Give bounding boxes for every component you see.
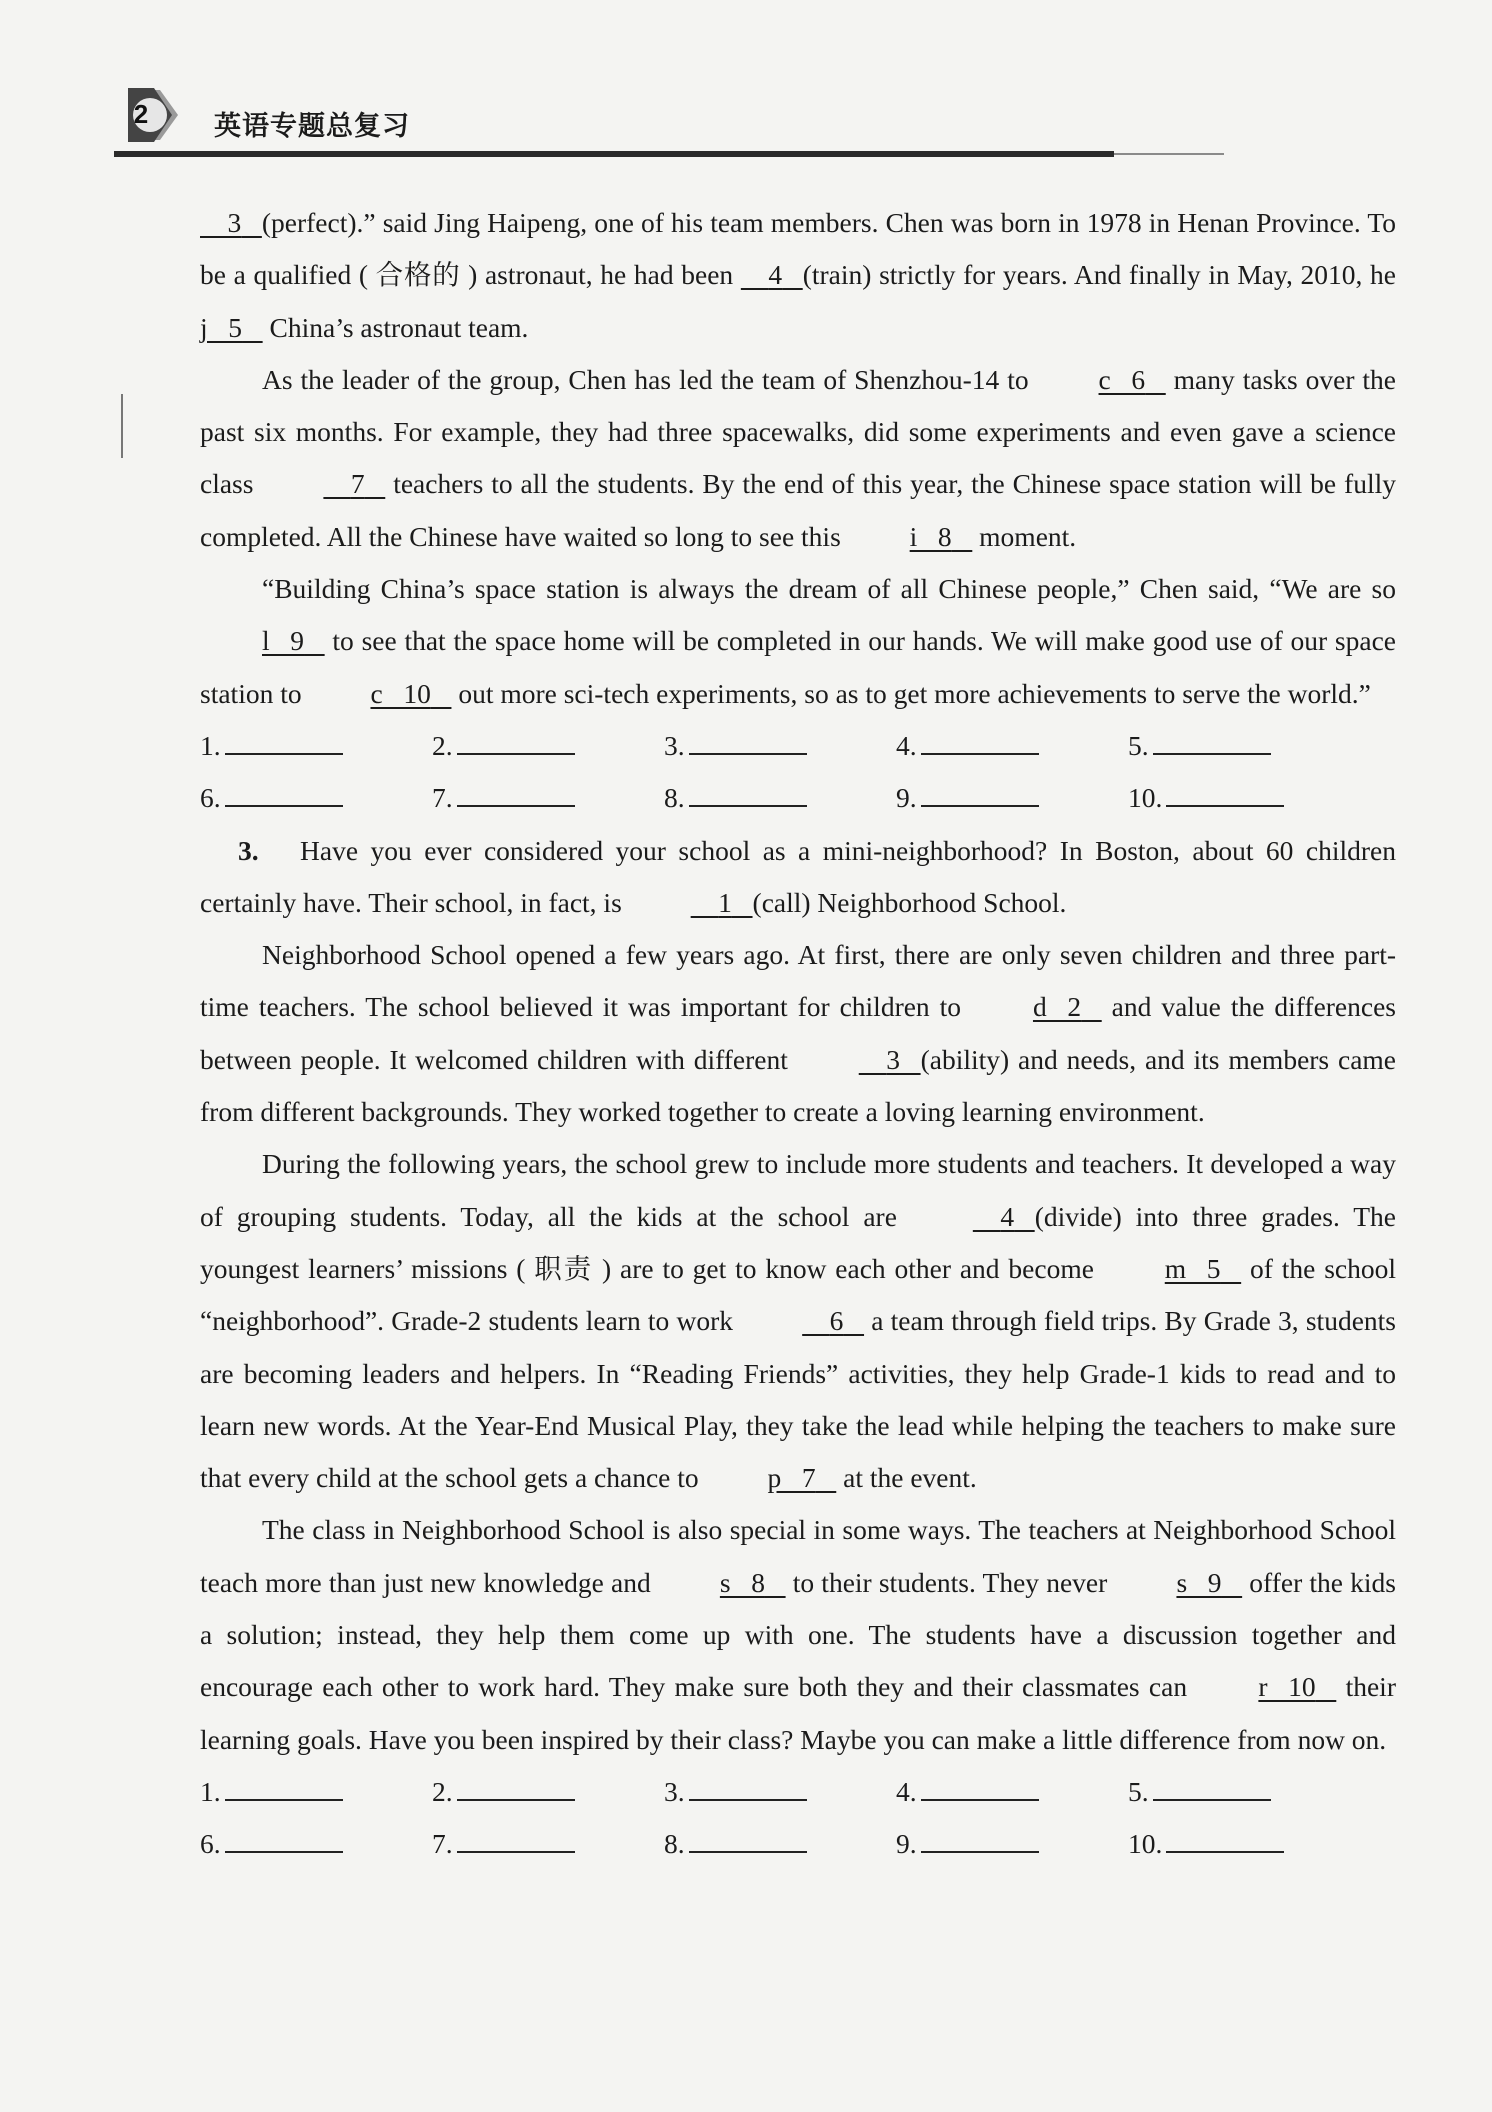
blank-3-6: 6	[829, 1305, 844, 1337]
answer-line[interactable]	[457, 1829, 575, 1853]
answer-line[interactable]	[921, 1829, 1039, 1853]
page-content	[200, 197, 1396, 1871]
blank-3-7: p 7	[767, 1462, 816, 1494]
passage2-paragraph-2: As the leader of the group, Chen has led the team of Shenzhou-14 to c 6 many tasks over the past six months. For example, they had three spacewalks, did some experiments and even gave a science class 7 teachers to all the students. By the end of this year, the Chinese space station will be fully completed. All the Chinese have waited so long to see this i 8 moment.	[200, 354, 1396, 563]
passage2-paragraph-3: “Building China’s space station is always the dream of all Chinese people,” Chen said, “We are so l 9 to see that the space home will be completed in our hands. We will make good use of our space station to c 10 out more sci-tech experiments, so as to get more achievements to serve the world.”	[200, 563, 1396, 720]
question-number: 3.	[238, 834, 259, 866]
header-rule	[114, 151, 1114, 157]
answer-line[interactable]	[689, 783, 807, 807]
blank-3-1: 1	[718, 886, 732, 918]
answer-line[interactable]	[921, 783, 1039, 807]
blank-2-4: 4	[768, 259, 783, 291]
answer-line[interactable]	[1153, 1777, 1271, 1801]
blank-3-4: 4	[1000, 1200, 1015, 1232]
answer-line[interactable]	[1166, 1829, 1284, 1853]
answer-line[interactable]	[225, 1829, 343, 1853]
answer-line[interactable]	[225, 731, 343, 755]
margin-mark	[121, 394, 123, 458]
blank-2-6: c 6	[1098, 363, 1146, 395]
passage3-answer-lines: 1. 2. 3. 4. 5. 6. 7. 8. 9. 10.	[200, 1766, 1396, 1871]
blank-2-7: 7	[350, 468, 365, 500]
blank-2-9: l 9	[262, 625, 305, 657]
blank-2-10: c 10	[370, 677, 431, 709]
passage3-paragraph-1: 3. Have you ever considered your school as a mini-neighborhood? In Boston, about 60 children certainly have. Their school, in fact, is 1 (call) Neighborhood School.	[200, 825, 1396, 930]
blank-3-2: d 2	[1032, 991, 1082, 1023]
passage3-paragraph-4: The class in Neighborhood School is also special in some ways. The teachers at Neighborhood School teach more than just new knowledge and s 8 to their students. They never s 9 offer the kids a solution; instead, they help them come up with one. The students have a discussion together and encourage each other to work hard. They make sure both they and their classmates can r 10 their learning goals. Have you been inspired by their class? Maybe you can make a little difference from now on.	[200, 1514, 1396, 1755]
answer-line[interactable]	[689, 1777, 807, 1801]
passage3-paragraph-2: Neighborhood School opened a few years ago. At first, there are only seven children and three part-time teachers. The school believed it was important for children to d 2 and value the differences between people. It welcomed children with different 3 (ability) and needs, and its members came from different backgrounds. They worked together to create a loving learning environment.	[200, 939, 1396, 1128]
blank-2-3: 3	[227, 207, 242, 238]
answer-line[interactable]	[689, 731, 807, 755]
answer-line[interactable]	[921, 731, 1039, 755]
answer-line[interactable]	[457, 1777, 575, 1801]
answer-line[interactable]	[1153, 731, 1271, 755]
answer-line[interactable]	[225, 783, 343, 807]
answer-line[interactable]	[457, 783, 575, 807]
answer-line[interactable]	[457, 731, 575, 755]
answer-line[interactable]	[689, 1829, 807, 1853]
answer-line[interactable]	[1166, 783, 1284, 807]
page-header-title: 英语专题总复习	[214, 111, 410, 142]
answer-line[interactable]	[225, 1777, 343, 1801]
blank-3-9: s 9	[1176, 1566, 1222, 1598]
blank-2-8: i 8	[909, 520, 952, 552]
blank-3-10: r 10	[1258, 1671, 1316, 1703]
header-rule-tail	[1114, 153, 1224, 155]
passage3-paragraph-3: During the following years, the school grew to include more students and teachers. It developed a way of grouping students. Today, all the kids at the school are 4 (divide) into three grades. The youngest learners’ missions ( 职责 ) are to get to know each other and become m 5 of the school “neighborhood”. Grade-2 students learn to work 6 a team through field trips. By Grade 3, students are becoming leaders and helpers. In “Reading Friends” activities, they help Grade-1 kids to read and to learn new words. At the Year-End Musical Play, they take the lead while helping the teachers to make sure that every child at the school gets a chance to p 7 at the event.	[200, 1138, 1396, 1504]
passage2-paragraph-1: 3 (perfect).” said Jing Haipeng, one of his team members. Chen was born in 1978 in Henan Province. To be a qualified ( 合格的 ) astronaut, he had been 4 (train) strictly for years. And finally in May, 2010, he j 5 China’s astronaut team.	[200, 197, 1396, 354]
page-header	[110, 80, 1160, 170]
blank-2-5: j 5	[200, 311, 243, 343]
passage2-answer-lines: 1. 2. 3. 4. 5. 6. 7. 8. 9. 10.	[200, 720, 1396, 825]
blank-3-5: m 5	[1164, 1252, 1221, 1284]
page-number: 2	[133, 99, 149, 129]
blank-3-3: 3	[886, 1043, 900, 1075]
blank-3-8: s 8	[719, 1566, 765, 1598]
answer-line[interactable]	[921, 1777, 1039, 1801]
